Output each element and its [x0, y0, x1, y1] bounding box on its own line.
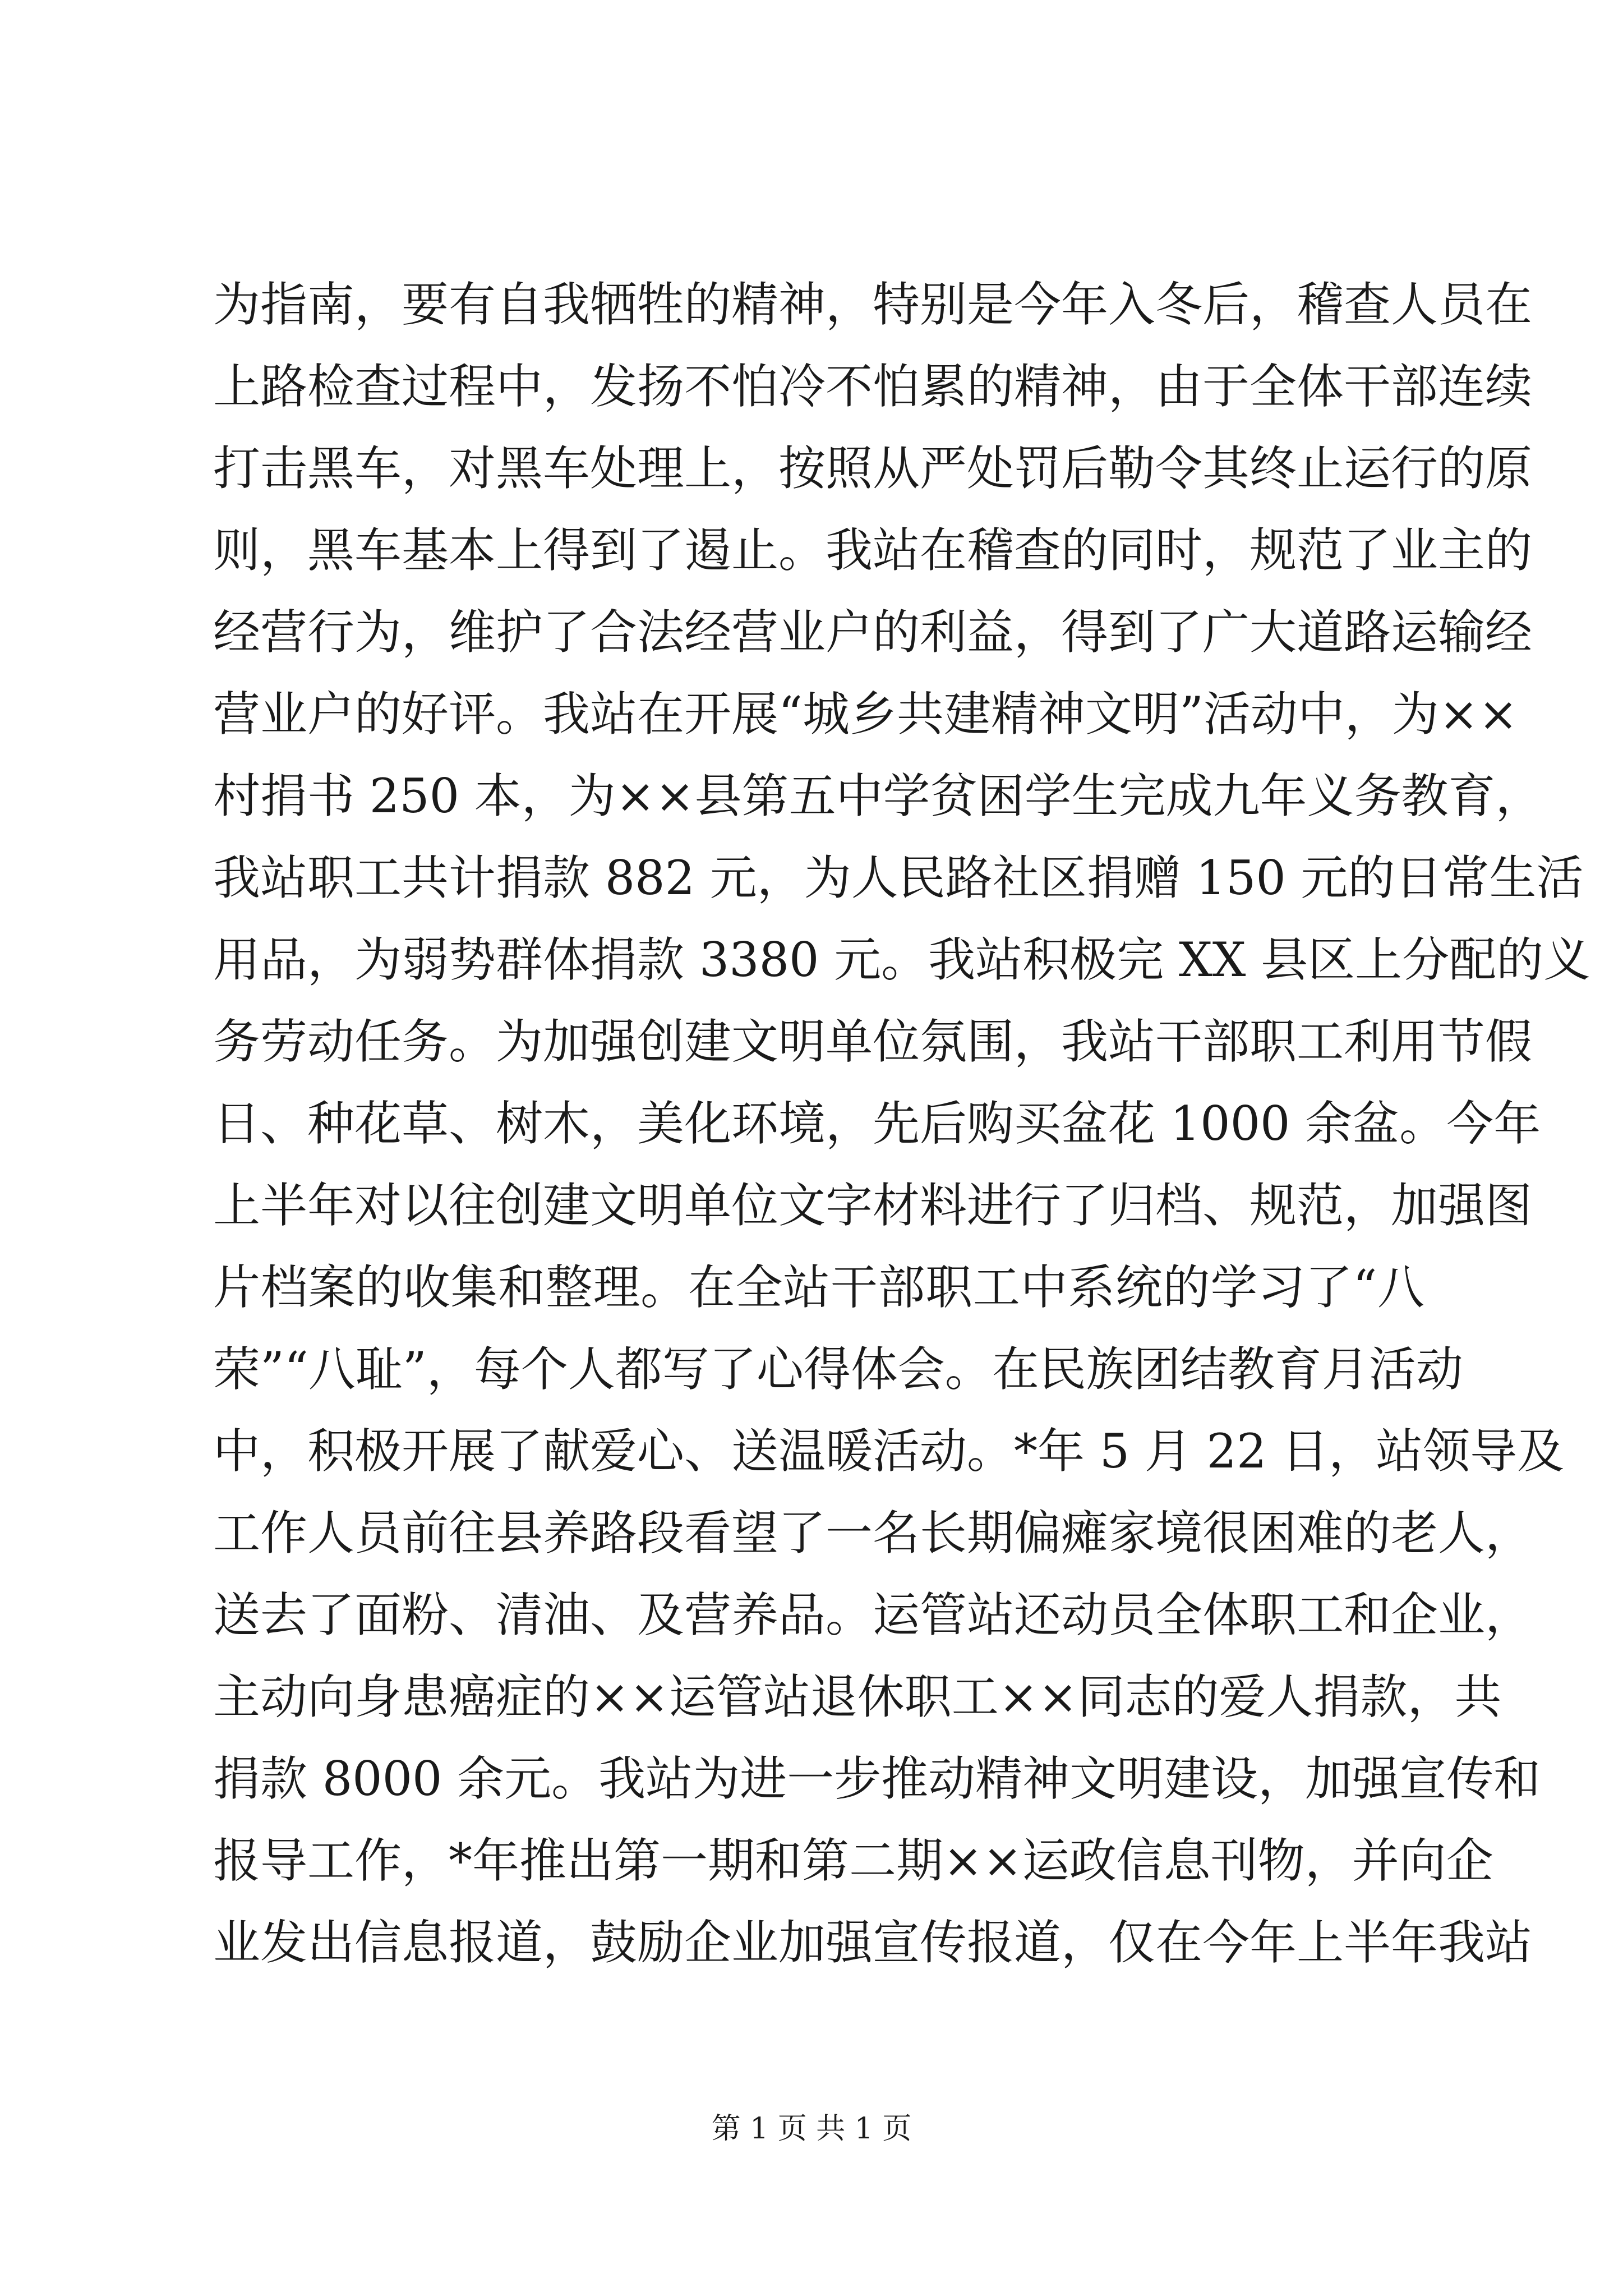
text-line: 日、种花草、树木，美化环境，先后购买盆花 1000 余盆。今年: [213, 1096, 1541, 1151]
text-line: 用品，为弱势群体捐款 3380 元。我站积极完 XX 县区上分配的义: [213, 932, 1591, 987]
text-line: 务劳动任务。为加强创建文明单位氛围，我站干部职工利用节假: [213, 1014, 1533, 1069]
text-line: 则，黑车基本上得到了遏止。我站在稽查的同时，规范了业主的: [213, 523, 1533, 578]
text-line: 报导工作，*年推出第一期和第二期××运政信息刊物，并向企: [213, 1833, 1493, 1888]
text-line: 打击黑车，对黑车处理上，按照从严处罚后勒令其终止运行的原: [213, 441, 1533, 496]
text-line: 村捐书 250 本，为××县第五中学贫困学生完成九年义务教育，: [213, 769, 1543, 823]
text-line: 送去了面粉、清油、及营养品。运管站还动员全体职工和企业，: [213, 1588, 1533, 1642]
text-line: 中，积极开展了献爱心、送温暖活动。*年 5 月 22 日，站领导及: [213, 1424, 1565, 1479]
text-line: 我站职工共计捐款 882 元，为人民路社区捐赠 150 元的日常生活: [213, 850, 1584, 905]
page-footer: 第 1 页 共 1 页: [711, 2112, 912, 2146]
text-line: 营业户的好评。我站在开展“城乡共建精神文明”活动中，为××: [213, 687, 1518, 742]
text-line: 工作人员前往县养路段看望了一名长期偏瘫家境很困难的老人，: [213, 1506, 1533, 1561]
text-line: 业发出信息报道，鼓励企业加强宣传报道，仅在今年上半年我站: [213, 1915, 1533, 1970]
body-paragraph: [213, 264, 1591, 1984]
text-line: 主动向身患癌症的××运管站退休职工××同志的爱人捐款，共: [213, 1669, 1502, 1724]
text-line: 经营行为，维护了合法经营业户的利益，得到了广大道路运输经: [213, 605, 1533, 660]
text-line: 片档案的收集和整理。在全站干部职工中系统的学习了“八: [213, 1260, 1424, 1315]
text-line: 荣”“八耻”，每个人都写了心得体会。在民族团结教育月活动: [213, 1342, 1463, 1397]
text-line: 上半年对以往创建文明单位文字材料进行了归档、规范，加强图: [213, 1178, 1533, 1233]
text-line: 捐款 8000 余元。我站为进一步推动精神文明建设，加强宣传和: [213, 1751, 1541, 1806]
text-line: 上路检查过程中，发扬不怕冷不怕累的精神，由于全体干部连续: [213, 359, 1533, 414]
text-line: 为指南，要有自我牺牲的精神，特别是今年入冬后，稽查人员在: [213, 277, 1533, 332]
